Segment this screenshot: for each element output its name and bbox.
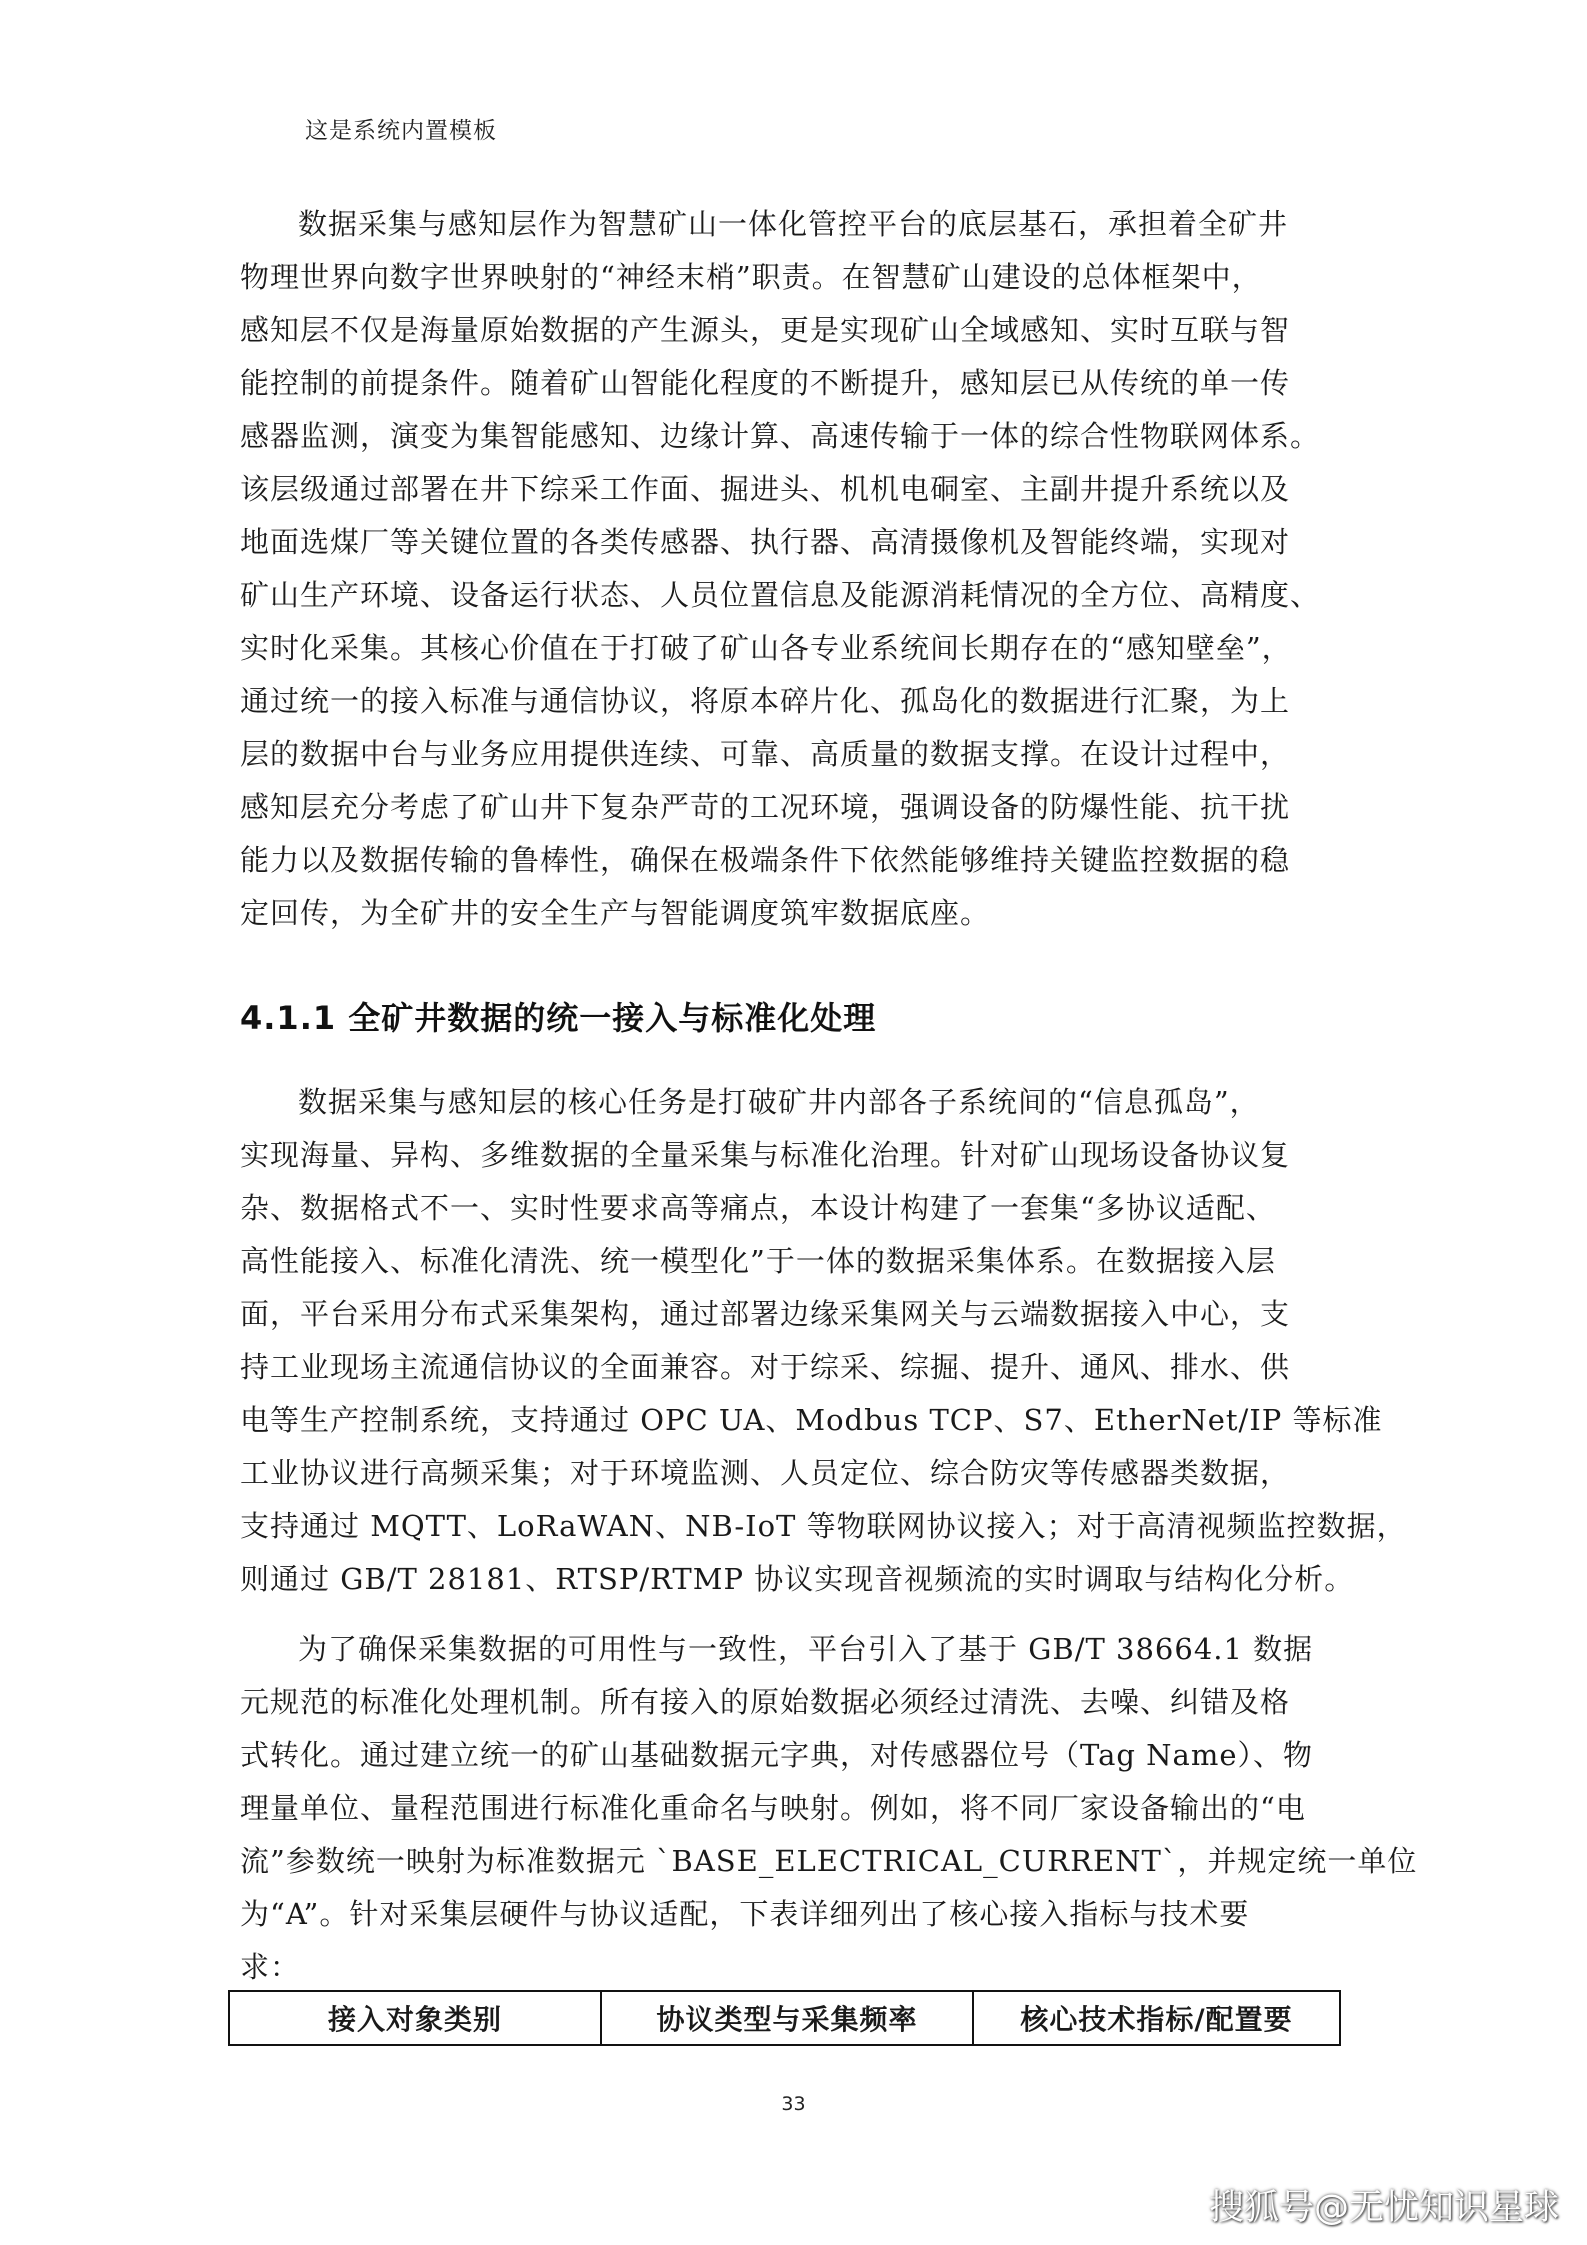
paragraph-line: 持工业现场主流通信协议的全面兼容。对于综采、综掘、提升、通风、排水、供 [240, 1350, 1291, 1384]
paragraph-line: 能力以及数据传输的鲁棒性，确保在极端条件下依然能够维持关键监控数据的稳 [240, 843, 1291, 877]
table-header-cell: 接入对象类别 [229, 1991, 601, 2045]
paragraph-line: 感知层充分考虑了矿山井下复杂严苛的工况环境，强调设备的防爆性能、抗干扰 [240, 790, 1291, 824]
paragraph-line: 能控制的前提条件。随着矿山智能化程度的不断提升，感知层已从传统的单一传 [240, 366, 1291, 400]
paragraph-line: 物理世界向数字世界映射的“神经末梢”职责。在智慧矿山建设的总体框架中， [240, 260, 1262, 294]
section-heading: 4.1.1 全矿井数据的统一接入与标准化处理 [240, 999, 877, 1037]
page-header: 这是系统内置模板 [305, 118, 497, 144]
paragraph-line: 感知层不仅是海量原始数据的产生源头，更是实现矿山全域感知、实时互联与智 [240, 313, 1291, 347]
intro-paragraph [240, 198, 1362, 940]
paragraph-line: 数据采集与感知层作为智慧矿山一体化管控平台的底层基石，承担着全矿井 [298, 207, 1289, 241]
paragraph-line: 实现海量、异构、多维数据的全量采集与标准化治理。针对矿山现场设备协议复 [240, 1138, 1291, 1172]
standardization-paragraph [240, 1623, 1418, 1994]
paragraph-line: 数据采集与感知层的核心任务是打破矿井内部各子系统间的“信息孤岛”， [298, 1085, 1260, 1119]
paragraph-line: 元规范的标准化处理机制。所有接入的原始数据必须经过清洗、去噪、纠错及格 [240, 1685, 1291, 1719]
paragraph-line: 该层级通过部署在井下综采工作面、掘进头、机机电硐室、主副井提升系统以及 [240, 472, 1291, 506]
paragraph-line: 杂、数据格式不一、实时性要求高等痛点，本设计构建了一套集“多协议适配、 [240, 1191, 1276, 1225]
paragraph-line: 理量单位、量程范围进行标准化重命名与映射。例如，将不同厂家设备输出的“电 [240, 1791, 1306, 1825]
watermark: 搜狐号@无忧知识星球 [1208, 2188, 1559, 2228]
table-header-row [229, 1991, 1340, 2045]
paragraph-line: 则通过 GB/T 28181、RTSP/RTMP 协议实现音视频流的实时调取与结构化分析。 [240, 1562, 1355, 1596]
paragraph-line: 矿山生产环境、设备运行状态、人员位置信息及能源消耗情况的全方位、高精度、 [240, 578, 1321, 612]
paragraph-line: 支持通过 MQTT、LoRaWAN、NB-IoT 等物联网协议接入；对于高清视频监控数据， [240, 1509, 1407, 1543]
table-header-cell: 核心技术指标/配置要 [973, 1991, 1340, 2045]
paragraph-line: 工业协议进行高频采集；对于环境监测、人员定位、综合防灾等传感器类数据， [240, 1456, 1291, 1490]
paragraph-line: 定回传，为全矿井的安全生产与智能调度筑牢数据底座。 [240, 896, 991, 930]
paragraph-line: 地面选煤厂等关键位置的各类传感器、执行器、高清摄像机及智能终端，实现对 [240, 525, 1291, 559]
paragraph-line: 感器监测，演变为集智能感知、边缘计算、高速传输于一体的综合性物联网体系。 [240, 419, 1321, 453]
paragraph-line: 流”参数统一映射为标准数据元 `BASE_ELECTRICAL_CURRENT`，并规定统一单位 [240, 1844, 1418, 1878]
paragraph-line: 电等生产控制系统，支持通过 OPC UA、Modbus TCP、S7、EtherNet/IP 等标准 [240, 1403, 1383, 1437]
paragraph-line: 为“A”。针对采集层硬件与协议适配，下表详细列出了核心接入指标与技术要 [240, 1897, 1250, 1931]
paragraph-line: 面，平台采用分布式采集架构，通过部署边缘采集网关与云端数据接入中心，支 [240, 1297, 1291, 1331]
paragraph-line: 通过统一的接入标准与通信协议，将原本碎片化、孤岛化的数据进行汇聚，为上 [240, 684, 1291, 718]
paragraph-line: 式转化。通过建立统一的矿山基础数据元字典，对传感器位号（Tag Name）、物 [240, 1738, 1313, 1772]
table-header-cell: 协议类型与采集频率 [601, 1991, 973, 2045]
paragraph-line: 高性能接入、标准化清洗、统一模型化”于一体的数据采集体系。在数据接入层 [240, 1244, 1276, 1278]
page-number: 33 [781, 2093, 806, 2115]
paragraph-line: 求： [240, 1950, 301, 1984]
paragraph-line: 实时化采集。其核心价值在于打破了矿山各专业系统间长期存在的“感知壁垒”， [240, 631, 1292, 665]
paragraph-line: 为了确保采集数据的可用性与一致性，平台引入了基于 GB/T 38664.1 数据 [298, 1632, 1314, 1666]
access-paragraph [240, 1076, 1407, 1606]
paragraph-line: 层的数据中台与业务应用提供连续、可靠、高质量的数据支撑。在设计过程中， [240, 737, 1291, 771]
spec-table [228, 1990, 1341, 2046]
